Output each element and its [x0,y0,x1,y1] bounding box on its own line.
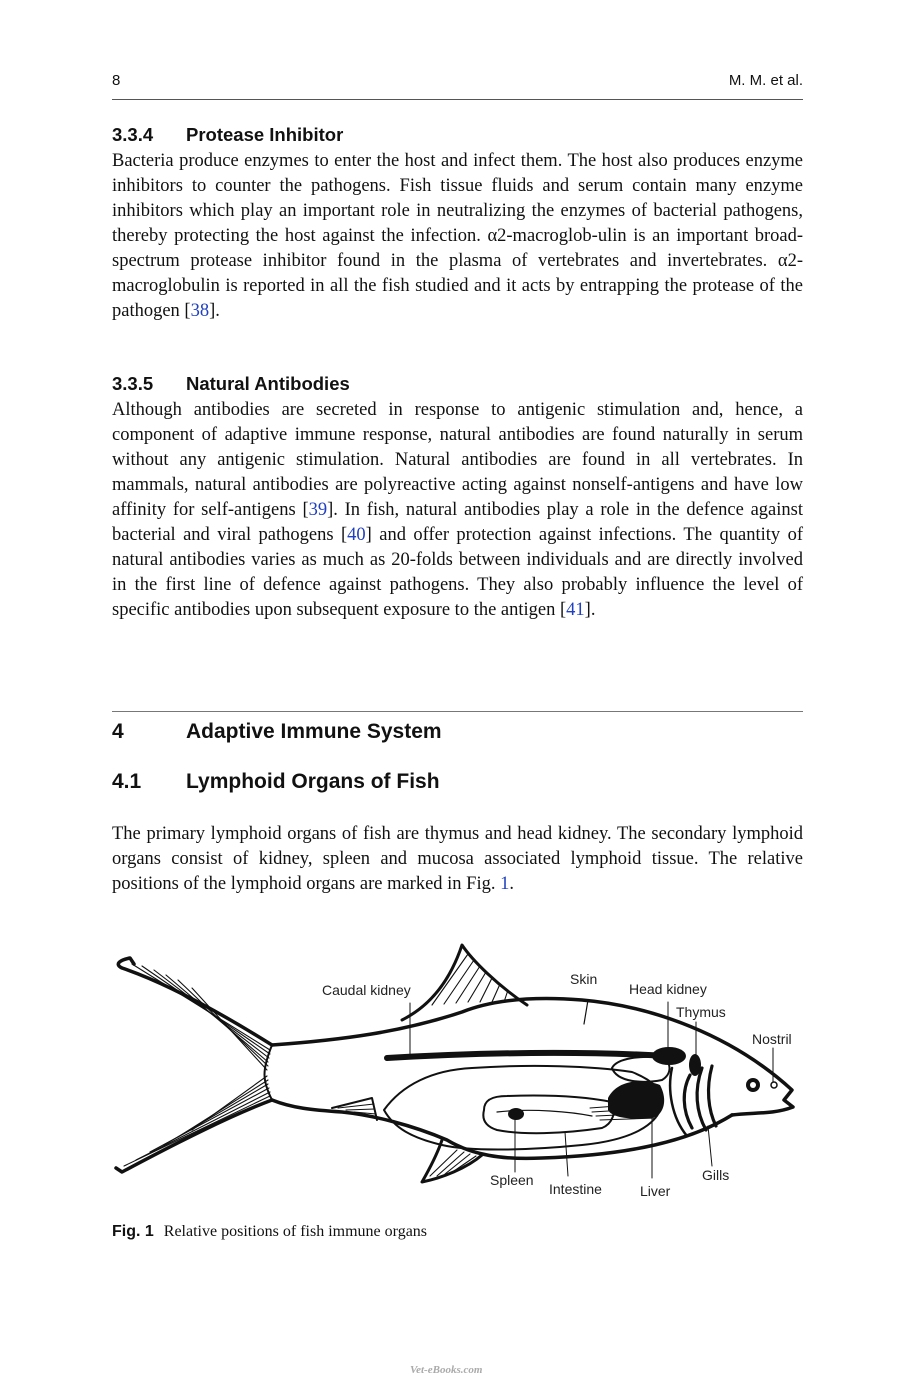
citation-link[interactable]: 38 [190,301,210,321]
label-head-kidney: Head kidney [629,981,707,997]
label-liver: Liver [640,1183,671,1199]
paragraph-text: ] and offer protection against infections. The quantity of natural antibodies varies as much as 20-folds between individuals and are directly involved in the first line of defence against pathogens. They also probably influence the level of specific antibodies upon subsequent exposure to the antigen [ [112,525,803,620]
section-heading-3-3-4 [112,124,343,146]
paragraph-natural-antibodies [112,398,803,623]
citation-link[interactable]: 39 [308,500,328,520]
citation-link[interactable]: 40 [347,525,366,545]
section-title: Protease Inhibitor [186,124,344,145]
section-title: Natural Antibodies [186,373,350,394]
running-head-authors: M. M. et al. [728,72,803,89]
paragraph-lymphoid-organs [112,822,803,897]
citation-link[interactable]: 41 [566,600,585,620]
section-rule [112,711,803,712]
paragraph-text: ]. [584,600,596,620]
section-heading-4 [112,720,442,744]
figure-caption-text: Relative positions of fish immune organs [163,1223,428,1240]
header-rule [112,99,803,100]
paragraph-text: Bacteria produce enzymes to enter the host and infect them. The host also produces enzyme inhibitors to counter the pathogens. Fish tissue fluids and serum contain many enzyme inhibitors which play an important role in neutralizing the enzymes of bacterial pathogens, thereby protecting the host against the infection. α2-macroglob-ulin is an important broad-spectrum protease inhibitor found in the plasma of vertebrates and invertebrates. α2-macroglobulin is reported in all the fish studied and it acts by entrapping the protease of the pathogen [ [112,151,803,321]
section-number: 3.3.4 [112,124,154,145]
label-nostril: Nostril [752,1031,792,1047]
figure-reference-link[interactable]: 1 [500,874,510,894]
label-spleen: Spleen [490,1172,534,1188]
label-thymus: Thymus [676,1004,726,1020]
label-intestine: Intestine [549,1181,602,1197]
watermark-logo: Vet-eBooks.com [410,1364,483,1376]
paragraph-protease-inhibitor [112,149,803,324]
intestine-shape [483,1095,614,1133]
section-number: 4.1 [112,770,142,793]
gills-shape [684,1066,716,1130]
section-title: Lymphoid Organs of Fish [186,770,440,793]
figure-number: Fig. 1 [112,1223,154,1240]
section-number: 3.3.5 [112,373,154,394]
thymus-shape [689,1054,701,1076]
running-head [112,72,803,94]
paragraph-text: ]. [209,301,220,321]
label-skin: Skin [570,971,598,987]
section-title: Adaptive Immune System [186,720,442,743]
figure-caption [112,1223,427,1241]
label-gills: Gills [702,1167,730,1183]
page-number: 8 [112,72,121,89]
spleen-shape [508,1108,524,1120]
caudal-kidney-shape [387,1053,667,1058]
paragraph-text: . [509,874,514,894]
fish-immune-organs-figure [112,940,803,1210]
label-caudal-kidney: Caudal kidney [322,982,411,998]
paragraph-text: ]. In fish, natural antibodies play a role in the defence against bacterial and viral pathogens [ [112,500,803,545]
label-leader-lines [410,1002,773,1178]
liver-shape [608,1081,664,1118]
dorsal-fin-rays [432,954,508,1005]
section-heading-3-3-5 [112,373,350,395]
paragraph-text: The primary lymphoid organs of fish are thymus and head kidney. The secondary lymphoid organs consist of kidney, spleen and mucosa associated lymphoid tissue. The relative positions of the lymphoid organs are marked in Fig. [112,824,803,894]
section-number: 4 [112,720,124,743]
paragraph-text: Although antibodies are secreted in response to antigenic stimulation and, hence, a component of adaptive immune response, natural antibodies are found naturally in serum without any antigenic stimulation. Natural antibodies are found in all vertebrates. In mammals, natural antibodies are polyreactive acting against nonself-antigens and have low affinity for self-antigens [ [112,400,803,520]
caudal-fin-rays [124,964,270,1166]
head-kidney-shape [652,1047,686,1065]
section-heading-4-1 [112,770,440,794]
